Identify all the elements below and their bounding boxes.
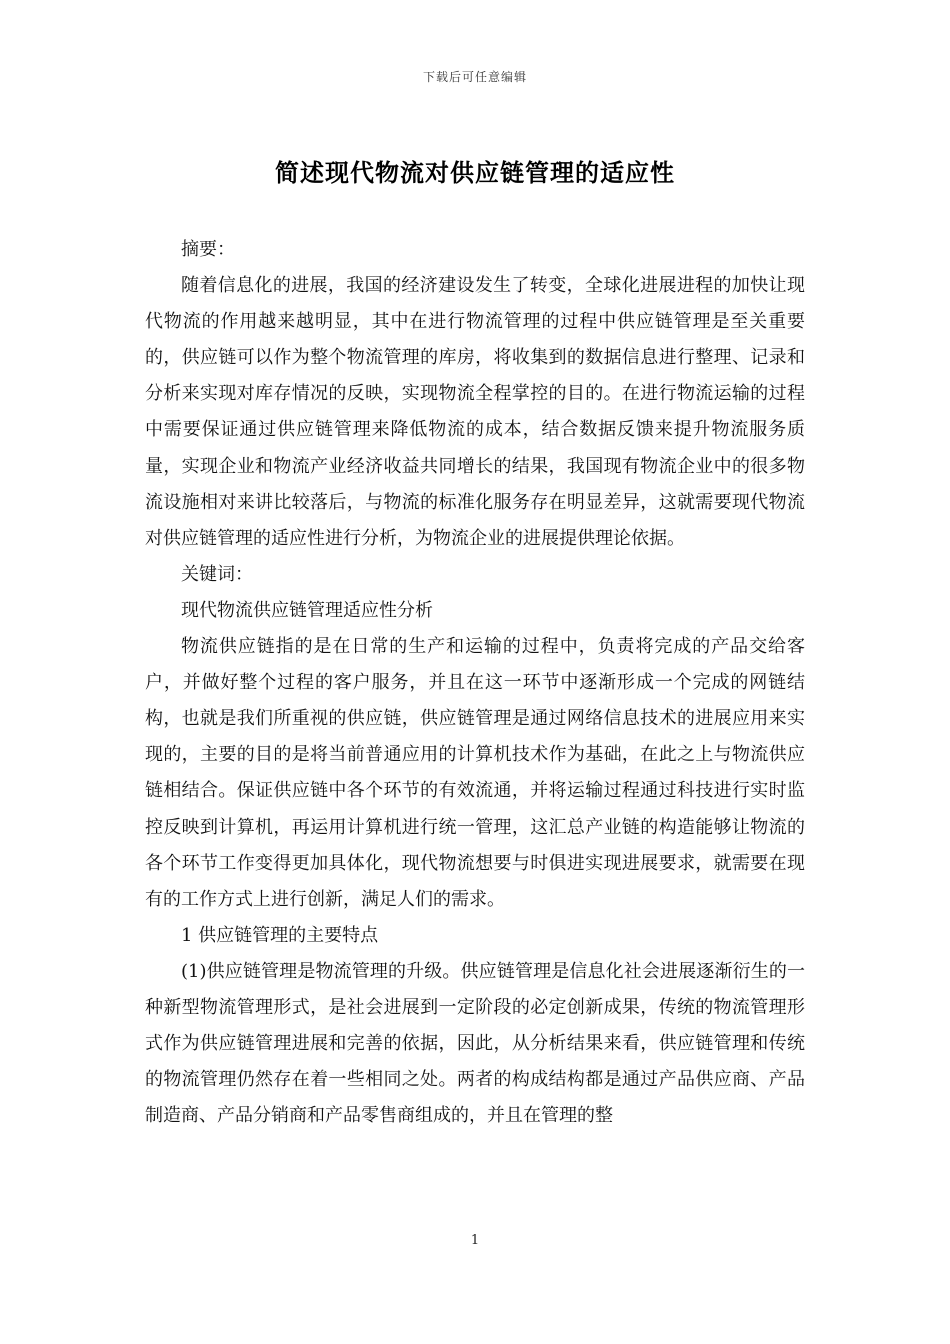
page-number: 1 — [470, 1233, 480, 1248]
intro-paragraph: 物流供应链指的是在日常的生产和运输的过程中，负责将完成的产品交给客户，并做好整个过程的客户服务，并且在这一环节中逐渐形成一个完成的网链结构，也就是我们所重视的供应链，供应链管理是通过网络信息技术的进展应用来实现的，主要的目的是将当前普通应用的计算机技术作为基础，在此之上与物流供应链相结合。保证供应链中各个环节的有效流通，并将运输过程通过科技进行实时监控反映到计算机，再运用计算机进行统一管理，这汇总产业链的构造能够让物流的各个环节工作变得更加具体化，现代物流想要与时俱进实现进展要求，就需要在现有的工作方式上进行创新，满足人们的需求。 — [145, 636, 805, 910]
keywords-text: 现代物流供应链管理适应性分析 — [181, 599, 433, 621]
document-title: 简述现代物流对供应链管理的适应性 — [275, 158, 675, 187]
section-paragraph: (1)供应链管理是物流管理的升级。供应链管理是信息化社会进展逐渐衍生的一种新型物流管理形式，是社会进展到一定阶段的必定创新成果，传统的物流管理形式作为供应链管理进展和完善的依据，因此，从分析结果来看，供应链管理和传统的物流管理仍然存在着一些相同之处。两者的构成结构都是通过产品供应商、产品制造商、产品分销商和产品零售商组成的，并且在管理的整 — [145, 960, 805, 1127]
document-body — [145, 232, 805, 1134]
abstract-label: 摘要： — [181, 239, 235, 260]
keywords-label: 关键词： — [181, 563, 253, 585]
abstract-paragraph: 随着信息化的进展，我国的经济建设发生了转变，全球化进展进程的加快让现代物流的作用越来越明显，其中在进行物流管理的过程中供应链管理是至关重要的，供应链可以作为整个物流管理的库房，将收集到的数据信息进行整理、记录和分析来实现对库存情况的反映，实现物流全程掌控的目的。在进行物流运输的过程中需要保证通过供应链管理来降低物流的成本，结合数据反馈来提升物流服务质量，实现企业和物流产业经济收益共同增长的结果，我国现有物流企业中的很多物流设施相对来讲比较落后，与物流的标准化服务存在明显差异，这就需要现代物流对供应链管理的适应性进行分析，为物流企业的进展提供理论依据。 — [145, 275, 805, 549]
section-heading: 1 供应链管理的主要特点 — [181, 924, 379, 946]
header-note: 下载后可任意编辑 — [422, 70, 527, 84]
